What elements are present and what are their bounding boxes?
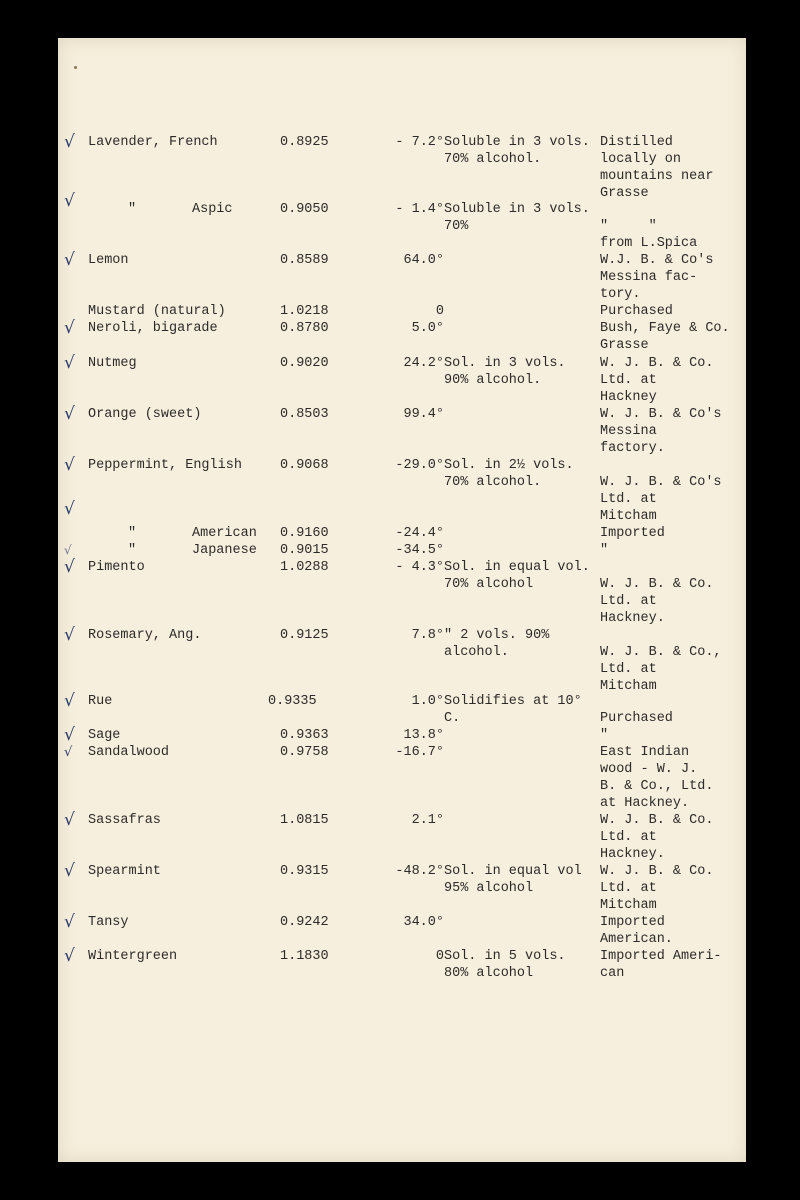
source: W. J. B. & Co. Ltd. at Hackney [600,356,714,405]
optical-rotation: -16.7° [395,745,444,760]
check-mark-icon: √ [64,691,75,711]
check-mark-icon: √ [64,625,75,645]
oil-name: Sandalwood [88,745,170,760]
check-mark-icon: √ [64,250,75,270]
specific-gravity: 0.9363 [280,728,329,743]
oil-name: Pimento [88,560,145,575]
solubility: Sol. in 2½ vols. 70% alcohol. [444,458,574,490]
source: " [600,728,609,743]
specific-gravity: 0.9068 [280,458,329,473]
specific-gravity: 0.9050 [280,202,329,217]
check-mark-icon: √ [64,543,72,557]
optical-rotation: 24.2° [403,356,444,371]
solubility: Sol. in 3 vols. 90% alcohol. [444,356,566,388]
check-mark-icon: √ [64,499,75,519]
optical-rotation: 1.0° [411,694,444,709]
specific-gravity: 0.8503 [280,407,329,422]
oil-variety: Japanese [192,543,257,558]
specific-gravity: 0.8925 [280,135,329,150]
oil-name: Nutmeg [88,356,137,371]
solubility: Sol. in equal vol. 70% alcohol [444,560,590,592]
optical-rotation: -29.0° [395,458,444,473]
optical-rotation: -24.4° [395,526,444,541]
check-mark-icon: √ [64,455,75,475]
check-mark-icon: √ [64,946,75,966]
oil-variety: Aspic [192,202,233,217]
source: W. J. B. & Co. Ltd. at Hackney. [600,813,714,862]
source: Bush, Faye & Co. Grasse [600,321,730,353]
source: Imported [600,526,665,541]
source: W. J. B. & Co. Ltd. at Mitcham [600,864,714,913]
optical-rotation: - 4.3° [395,560,444,575]
check-mark-icon: √ [64,912,75,932]
oil-name: Mustard (natural) [88,304,226,319]
source: Purchased [600,711,673,726]
check-mark-icon: √ [64,318,75,338]
check-mark-icon: √ [64,725,75,745]
source: " [600,543,609,558]
solubility: " 2 vols. 90% alcohol. [444,628,550,660]
oil-name: Tansy [88,915,129,930]
optical-rotation: -34.5° [395,543,444,558]
optical-rotation: 5.0° [411,321,444,336]
optical-rotation: 7.8° [411,628,444,643]
source: Imported Ameri- can [600,949,722,981]
paper-speck [74,66,77,69]
solubility: Solidifies at 10° C. [444,694,582,726]
source: Imported American. [600,915,673,947]
oil-name: Sassafras [88,813,161,828]
oil-name: Sage [88,728,121,743]
oil-name: Spearmint [88,864,161,879]
oil-name: Rosemary, Ang. [88,628,202,643]
solubility: Sol. in equal vol 95% alcohol [444,864,582,896]
solubility: Soluble in 3 vols. 70% alcohol. [444,135,590,167]
check-mark-icon: √ [64,404,75,424]
specific-gravity: 1.0815 [280,813,329,828]
check-mark-icon: √ [64,557,75,577]
optical-rotation: 13.8° [403,728,444,743]
optical-rotation: -48.2° [395,864,444,879]
optical-rotation: - 1.4° [395,202,444,217]
optical-rotation: - 7.2° [395,135,444,150]
table-row [58,948,746,1068]
source: " " from L.Spica [600,219,698,251]
check-mark-icon: √ [64,132,75,152]
specific-gravity: 1.0288 [280,560,329,575]
oil-name: Orange (sweet) [88,407,202,422]
oil-variety: American [192,526,257,541]
specific-gravity: 0.9015 [280,543,329,558]
ditto-mark: " [128,543,137,558]
document-page [58,38,746,1162]
optical-rotation: 34.0° [403,915,444,930]
solubility: Soluble in 3 vols. 70% [444,202,590,234]
source: W. J. B. & Co. Ltd. at Hackney. [600,577,714,626]
source: East Indian wood - W. J. B. & Co., Ltd. at Hackney. [600,745,714,811]
source: Purchased [600,304,673,319]
check-mark-icon: √ [64,810,75,830]
optical-rotation: 0 [435,304,444,319]
specific-gravity: 1.0218 [280,304,329,319]
check-mark-icon: √ [64,745,73,760]
source: W.J. B. & Co's Messina fac- tory. [600,253,714,302]
source: W. J. B. & Co's Ltd. at Mitcham [600,475,722,524]
specific-gravity: 0.8780 [280,321,329,336]
check-mark-icon: √ [64,191,75,211]
specific-gravity: 0.9160 [280,526,329,541]
check-mark-icon: √ [64,861,75,881]
optical-rotation: 99.4° [403,407,444,422]
specific-gravity: 0.9335 [268,694,317,709]
source: Distilled locally on mountains near Grasse [600,135,714,201]
oil-name: Peppermint, English [88,458,242,473]
specific-gravity: 0.9315 [280,864,329,879]
optical-rotation: 64.0° [403,253,444,268]
specific-gravity: 0.8589 [280,253,329,268]
ditto-mark: " [128,526,137,541]
solubility: Sol. in 5 vols. 80% alcohol [444,949,566,981]
oil-name: Rue [88,694,113,709]
oil-name: Neroli, bigarade [88,321,218,336]
optical-rotation: 2.1° [411,813,444,828]
specific-gravity: 0.9125 [280,628,329,643]
specific-gravity: 0.9020 [280,356,329,371]
source: W. J. B. & Co., Ltd. at Mitcham [600,645,722,694]
oil-name: Wintergreen [88,949,178,964]
oil-name: Lavender, French [88,135,218,150]
specific-gravity: 0.9758 [280,745,329,760]
specific-gravity: 1.1830 [280,949,329,964]
specific-gravity: 0.9242 [280,915,329,930]
source: W. J. B. & Co's Messina factory. [600,407,722,456]
oil-name: Lemon [88,253,129,268]
check-mark-icon: √ [64,353,75,373]
optical-rotation: 0 [435,949,444,964]
ditto-mark: " [128,202,137,217]
